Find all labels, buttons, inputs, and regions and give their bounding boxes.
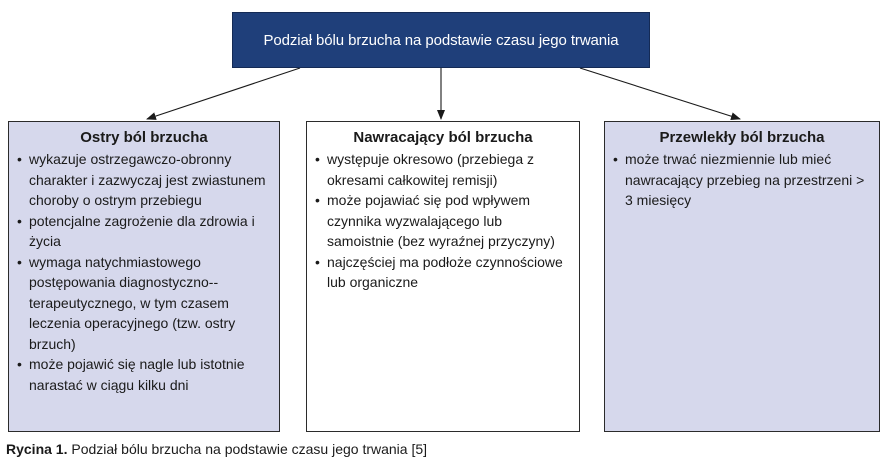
figure-caption-label: Rycina 1.	[6, 441, 68, 457]
box-przewlekly-bol	[604, 121, 880, 432]
bullet-icon: •	[17, 212, 22, 229]
figure-caption	[6, 441, 427, 457]
list-item: • może trwać niezmiennie lub mieć nawracający przebieg na przestrzeni > 3 miesięcy	[613, 151, 865, 208]
list-item: • może pojawić się nagle lub istotnie narastać w ciągu kilku dni	[17, 356, 245, 393]
list-item: • może pojawiać się pod wpływem czynnika wyzwalającego lub samoistnie (bez wyraźnej przyczyny)	[315, 192, 555, 249]
arrow-to-ostry	[147, 68, 300, 119]
figure-caption-text: Podział bólu brzucha na podstawie czasu jego trwania [5]	[71, 441, 428, 457]
list-ostry	[17, 149, 271, 395]
box-nawracajacy-bol	[306, 121, 580, 432]
list-item: • potencjalne zagrożenie dla zdrowia i życia	[17, 212, 255, 249]
bullet-icon: •	[17, 356, 22, 372]
list-item: • wymaga natychmiastowego postępowania diagnostyczno--terapeutycznego, w tym czasem leczenia operacyjnego (tzw. ostry brzuch)	[17, 253, 236, 352]
arrow-to-przewlekly	[580, 68, 740, 119]
box-title-przewlekly: Przewlekły ból brzucha	[659, 129, 825, 146]
root-node-label: Podział bólu brzucha na podstawie czasu jego trwania	[263, 31, 619, 49]
box-title-ostry: Ostry ból brzucha	[80, 129, 208, 146]
list-item: • występuje okresowo (przebiega z okresami całkowitej remisji)	[315, 151, 534, 188]
box-ostry-bol	[8, 121, 280, 432]
bullet-icon: •	[17, 253, 22, 270]
root-node	[232, 12, 650, 68]
list-nawracajacy	[315, 149, 571, 293]
bullet-icon: •	[315, 151, 320, 167]
list-przewlekly	[613, 149, 871, 211]
bullet-icon: •	[315, 253, 320, 270]
list-item: • najczęściej ma podłoże czynnościowe lub organiczne	[315, 253, 563, 290]
bullet-icon: •	[17, 151, 22, 167]
bullet-icon: •	[613, 151, 618, 167]
list-item: • wykazuje ostrzegawczo-obronny charakter i zazwyczaj jest zwiastunem choroby o ostrym przebiegu	[17, 151, 266, 208]
bullet-icon: •	[315, 192, 320, 208]
box-title-nawracajacy: Nawracający ból brzucha	[353, 129, 533, 146]
